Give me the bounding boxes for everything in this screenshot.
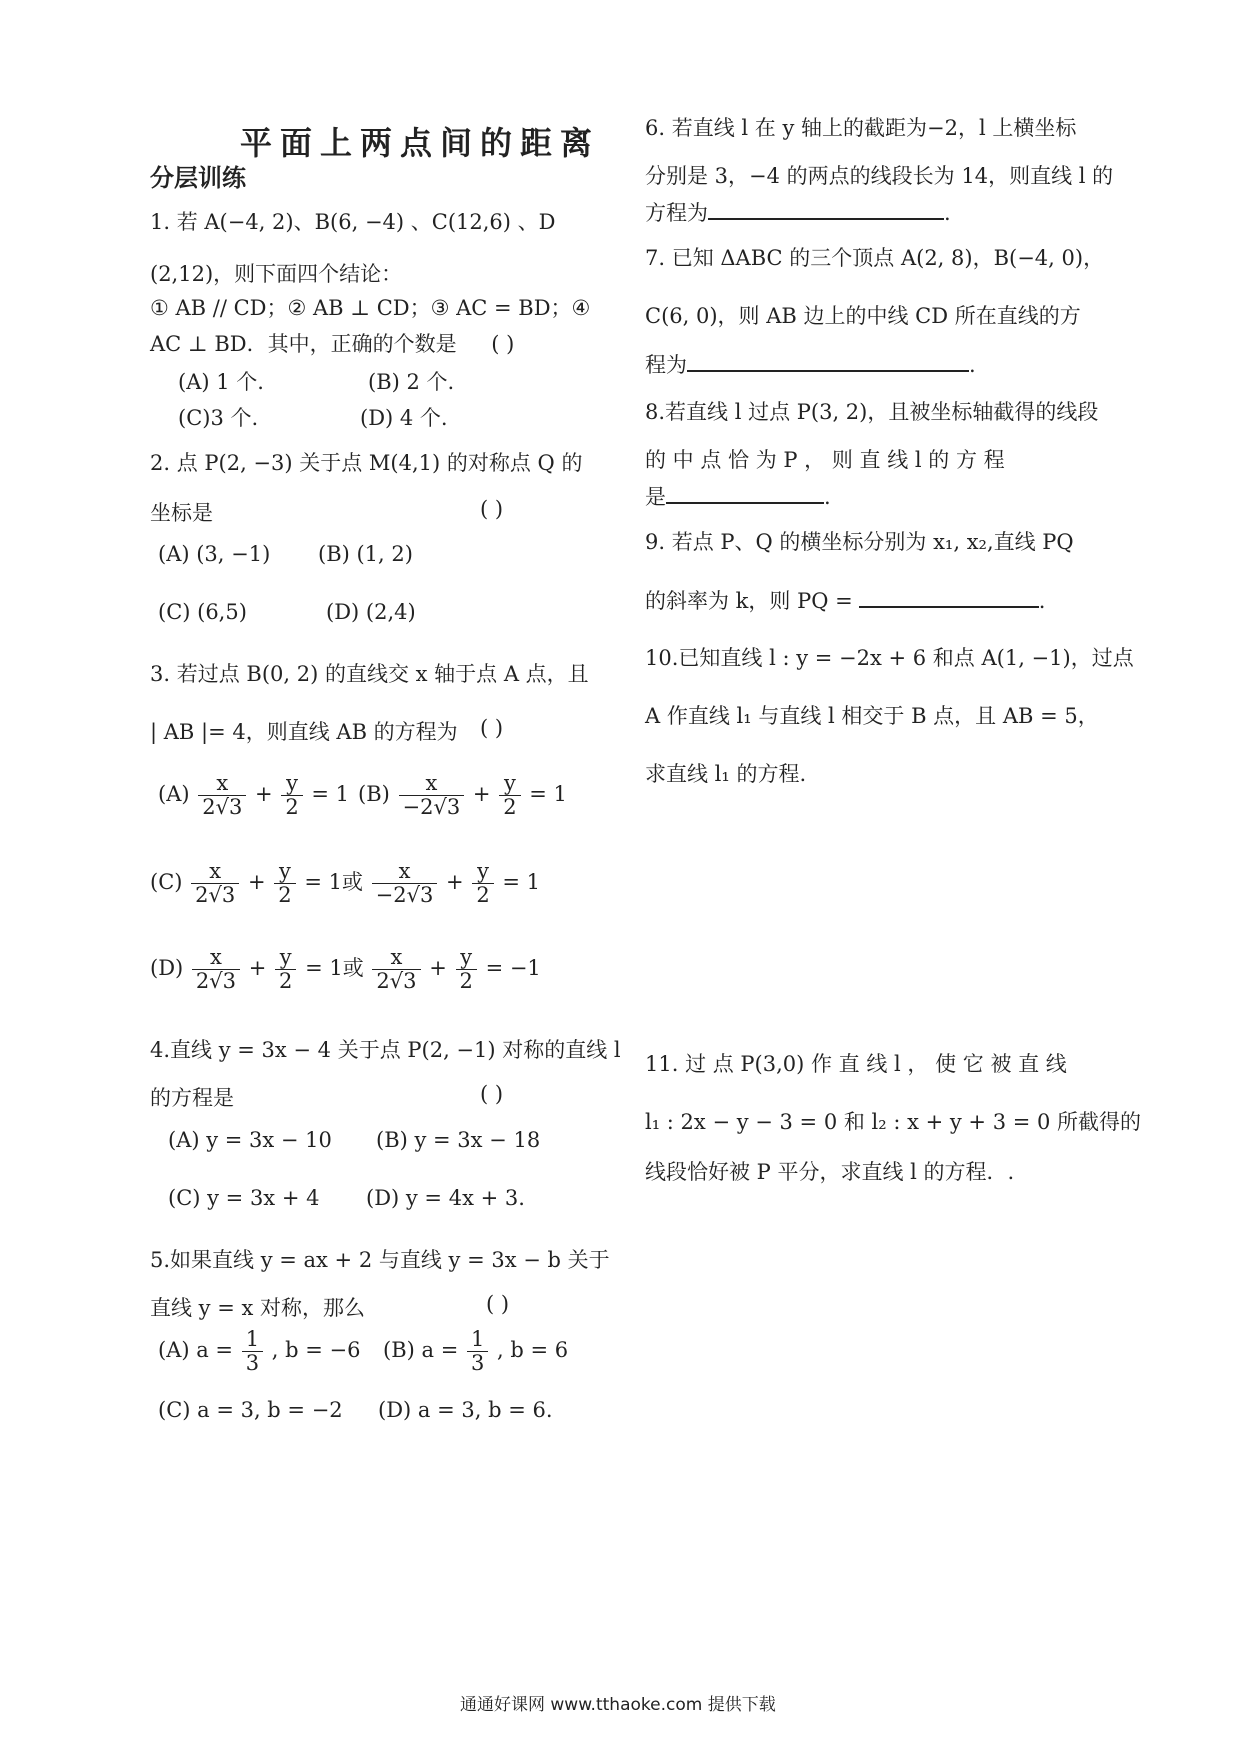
numerator: y bbox=[275, 946, 296, 970]
fraction bbox=[372, 946, 420, 993]
q1-line4-text: AC ⊥ BD．其中，正确的个数是 bbox=[150, 332, 457, 356]
equals-rhs: = 1 bbox=[502, 870, 541, 895]
numerator: y bbox=[281, 772, 302, 796]
numerator: x bbox=[198, 772, 246, 796]
q6-line2: 分别是 3，−4 的两点的线段长为 14，则直线 l 的 bbox=[645, 164, 1114, 188]
fraction bbox=[192, 946, 240, 993]
page-title: 平面上两点间的距离 bbox=[240, 124, 601, 162]
denominator: −2√3 bbox=[402, 795, 461, 820]
q4-line2 bbox=[150, 1082, 620, 1112]
q1-option-a: (A) 1 个. bbox=[178, 370, 264, 394]
q1-line3: ① AB // CD；② AB ⊥ CD；③ AC = BD；④ bbox=[150, 296, 591, 320]
answer-blank[interactable] bbox=[708, 196, 944, 220]
equals-or: = 1或 bbox=[304, 870, 363, 895]
q1-line2: (2,12)，则下面四个结论： bbox=[150, 262, 403, 286]
option-a-prefix: (A) a = bbox=[158, 1338, 234, 1363]
q9-line2: 的斜率为 k，则 PQ = . bbox=[645, 584, 1045, 615]
q11-line2: l₁ : 2x − y − 3 = 0 和 l₂ : x + y + 3 = 0 所截得的 bbox=[645, 1110, 1142, 1134]
q8-line3-text: 是 bbox=[645, 485, 666, 509]
q9-line1: 9. 若点 P、Q 的横坐标分别为 x₁, x₂,直线 PQ bbox=[645, 530, 1074, 554]
q4-option-a: (A) y = 3x − 10 bbox=[168, 1128, 332, 1152]
equals-or: = 1或 bbox=[305, 956, 364, 981]
q7-line3: 程为 . bbox=[645, 348, 976, 379]
section-heading: 分层训练 bbox=[150, 164, 246, 192]
denominator: 3 bbox=[245, 1351, 260, 1376]
q10-line3: 求直线 l₁ 的方程. bbox=[645, 762, 807, 786]
equals-rhs: = −1 bbox=[485, 956, 541, 981]
q3-option-c bbox=[150, 860, 540, 907]
numerator: y bbox=[499, 772, 520, 796]
q7-line2: C(6, 0)，则 AB 边上的中线 CD 所在直线的方 bbox=[645, 304, 1081, 328]
denominator: 2 bbox=[459, 969, 473, 994]
option-label: (A) bbox=[158, 782, 190, 807]
q1-option-d: (D) 4 个. bbox=[360, 406, 448, 430]
option-b-suffix: , b = 6 bbox=[497, 1338, 569, 1363]
q5-option-c: (C) a = 3, b = −2 bbox=[158, 1398, 343, 1422]
q3-line1: 3. 若过点 B(0, 2) 的直线交 x 轴于点 A 点，且 bbox=[150, 662, 589, 686]
numerator: y bbox=[456, 946, 477, 970]
fraction bbox=[399, 772, 465, 819]
equals-rhs: = 1 bbox=[311, 782, 350, 807]
q6-line3-text: 方程为 bbox=[645, 201, 708, 225]
fraction bbox=[281, 772, 302, 819]
q11-line3: 线段恰好被 P 平分，求直线 l 的方程．. bbox=[645, 1160, 1015, 1184]
numerator: 1 bbox=[467, 1328, 488, 1352]
denominator: 2√3 bbox=[195, 969, 237, 994]
q5-option-b bbox=[383, 1328, 568, 1375]
q1-option-c: (C)3 个. bbox=[178, 406, 259, 430]
q2-option-d: (D) (2,4) bbox=[326, 600, 416, 624]
option-b-prefix: (B) a = bbox=[383, 1338, 459, 1363]
q1-option-b: (B) 2 个. bbox=[368, 370, 455, 394]
denominator: 2 bbox=[476, 883, 490, 908]
numerator: x bbox=[372, 860, 438, 884]
numerator: x bbox=[372, 946, 420, 970]
fraction bbox=[372, 860, 438, 907]
q2-answer-paren: ( ) bbox=[480, 497, 504, 521]
q4-line1: 4.直线 y = 3x − 4 关于点 P(2, −1) 对称的直线 l bbox=[150, 1038, 621, 1062]
denominator: 2√3 bbox=[202, 795, 243, 820]
fraction bbox=[499, 772, 520, 819]
q4-answer-paren: ( ) bbox=[480, 1082, 504, 1106]
option-label: (D) bbox=[150, 956, 184, 981]
denominator: 2√3 bbox=[376, 969, 417, 994]
q6-line3: 方程为 . bbox=[645, 196, 951, 227]
q2-option-b: (B) (1, 2) bbox=[318, 542, 413, 566]
q5-line2-text: 直线 y = x 对称，那么 bbox=[150, 1296, 366, 1320]
q5-answer-paren: ( ) bbox=[486, 1292, 510, 1316]
plus-sign: + bbox=[247, 870, 266, 895]
q5-line1: 5.如果直线 y = ax + 2 与直线 y = 3x − b 关于 bbox=[150, 1248, 610, 1272]
q4-line2-text: 的方程是 bbox=[150, 1086, 234, 1110]
q3-line2 bbox=[150, 716, 620, 746]
q7-line1: 7. 已知 ΔABC 的三个顶点 A(2, 8)，B(−4, 0)， bbox=[645, 246, 1105, 270]
numerator: x bbox=[192, 946, 240, 970]
equals-rhs: = 1 bbox=[529, 782, 567, 807]
option-label: (C) bbox=[150, 870, 183, 895]
fraction bbox=[467, 1328, 488, 1375]
plus-sign: + bbox=[446, 870, 464, 895]
numerator: x bbox=[399, 772, 465, 796]
q2-line2-text: 坐标是 bbox=[150, 501, 213, 525]
q2-line1: 2. 点 P(2, −3) 关于点 M(4,1) 的对称点 Q 的 bbox=[150, 451, 583, 475]
q8-line1: 8.若直线 l 过点 P(3, 2)，且被坐标轴截得的线段 bbox=[645, 400, 1099, 424]
fraction bbox=[472, 860, 493, 907]
fraction bbox=[275, 946, 296, 993]
option-a-suffix: , b = −6 bbox=[271, 1338, 361, 1363]
q10-line2: A 作直线 l₁ 与直线 l 相交于 B 点，且 AB = 5， bbox=[645, 704, 1099, 728]
q11-line1: 11. 过 点 P(3,0) 作 直 线 l ， 使 它 被 直 线 bbox=[645, 1052, 1067, 1076]
numerator: x bbox=[191, 860, 239, 884]
q2-option-a: (A) (3, −1) bbox=[158, 542, 271, 566]
q4-option-c: (C) y = 3x + 4 bbox=[168, 1186, 320, 1210]
q2-line2 bbox=[150, 497, 620, 527]
q1-line1: 1. 若 A(−4, 2)、B(6, −4) 、C(12,6) 、D bbox=[150, 210, 556, 234]
q5-option-d: (D) a = 3, b = 6. bbox=[378, 1398, 553, 1422]
q7-line3-text: 程为 bbox=[645, 353, 687, 377]
denominator: 2 bbox=[503, 795, 517, 820]
denominator: 2 bbox=[278, 883, 292, 908]
denominator: −2√3 bbox=[375, 883, 434, 908]
fraction bbox=[456, 946, 477, 993]
denominator: 2 bbox=[279, 969, 293, 994]
numerator: y bbox=[274, 860, 295, 884]
q1-answer-paren: ( ) bbox=[491, 332, 515, 356]
q10-line1: 10.已知直线 l : y = −2x + 6 和点 A(1, −1)，过点 bbox=[645, 646, 1134, 670]
q8-line2: 的 中 点 恰 为 P ， 则 直 线 l 的 方 程 bbox=[645, 448, 1005, 472]
q3-answer-paren: ( ) bbox=[480, 716, 504, 740]
q9-line2-text: 的斜率为 k，则 PQ = bbox=[645, 589, 853, 613]
denominator: 3 bbox=[470, 1351, 485, 1376]
numerator: y bbox=[472, 860, 493, 884]
fraction bbox=[242, 1328, 263, 1375]
plus-sign: + bbox=[429, 956, 447, 981]
plus-sign: + bbox=[255, 782, 273, 807]
q5-option-a bbox=[158, 1328, 360, 1375]
q3-option-b bbox=[358, 772, 567, 819]
numerator: 1 bbox=[242, 1328, 263, 1352]
q2-option-c: (C) (6,5) bbox=[158, 600, 247, 624]
fraction bbox=[191, 860, 239, 907]
q4-option-b: (B) y = 3x − 18 bbox=[376, 1128, 541, 1152]
q4-option-d: (D) y = 4x + 3. bbox=[366, 1186, 525, 1210]
q3-option-a bbox=[158, 772, 349, 819]
denominator: 2√3 bbox=[195, 883, 236, 908]
answer-blank[interactable] bbox=[666, 480, 824, 504]
q6-line1: 6. 若直线 l 在 y 轴上的截距为−2，l 上横坐标 bbox=[645, 116, 1077, 140]
fraction bbox=[274, 860, 295, 907]
q8-line3: 是 . bbox=[645, 480, 831, 511]
plus-sign: + bbox=[248, 956, 267, 981]
q3-line2-text: | AB |= 4，则直线 AB 的方程为 bbox=[150, 720, 458, 744]
answer-blank[interactable] bbox=[687, 348, 969, 372]
fraction bbox=[198, 772, 246, 819]
answer-blank[interactable] bbox=[859, 584, 1039, 608]
option-label: (B) bbox=[358, 782, 390, 807]
denominator: 2 bbox=[285, 795, 299, 820]
footer-credit: 通通好课网 www.tthaoke.com 提供下载 bbox=[460, 1695, 776, 1715]
q1-line4 bbox=[150, 328, 514, 358]
q3-option-d bbox=[150, 946, 541, 993]
q5-line2 bbox=[150, 1292, 620, 1322]
plus-sign: + bbox=[472, 782, 491, 807]
